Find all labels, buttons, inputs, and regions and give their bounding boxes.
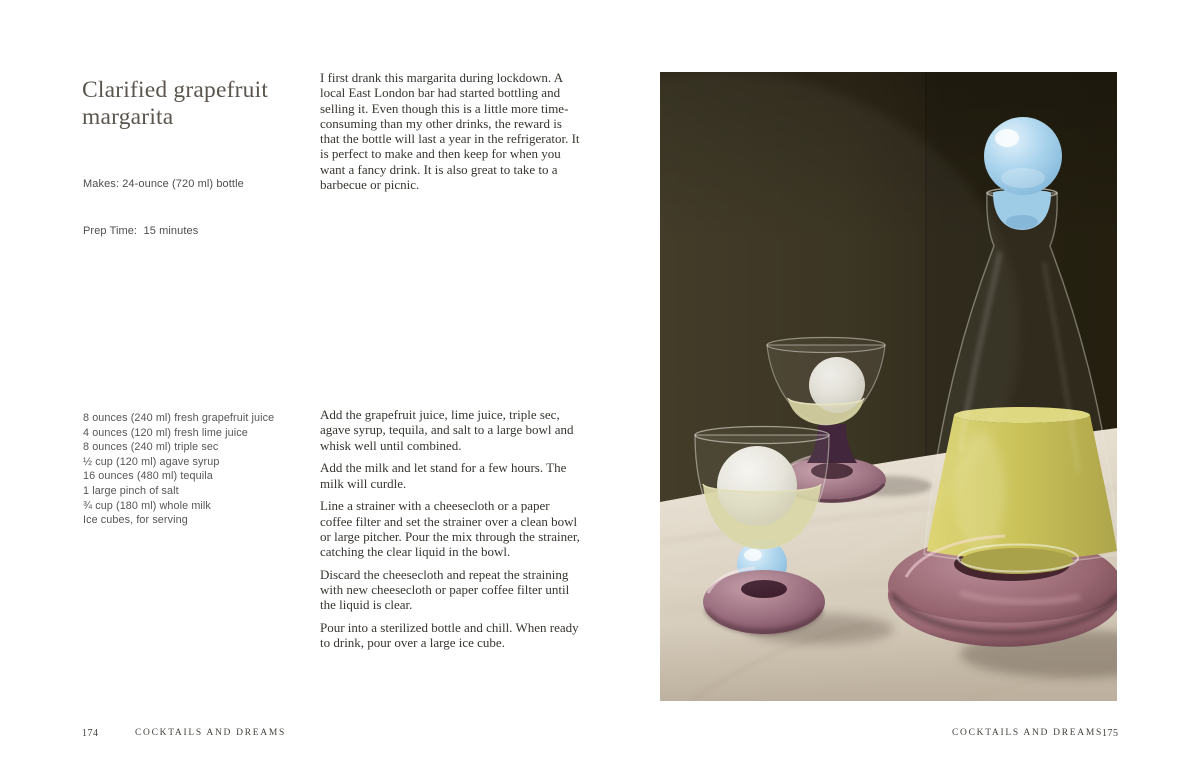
ingredient-item: 16 ounces (480 ml) tequila: [83, 470, 213, 483]
ingredient-item: 8 ounces (240 ml) fresh grapefruit juice: [83, 412, 275, 424]
recipe-title: Clarified grapefruit margarita: [82, 76, 269, 131]
makes-line: Makes: 24-ounce (720 ml) bottle: [83, 178, 244, 190]
ingredient-item: ½ cup (120 ml) agave syrup: [83, 455, 220, 468]
ingredient-item: 1 large pinch of salt: [83, 484, 179, 497]
running-title-right: COCKTAILS AND DREAMS: [952, 728, 1103, 738]
running-title-left: COCKTAILS AND DREAMS: [135, 728, 286, 738]
ingredient-item: 8 ounces (240 ml) triple sec: [83, 441, 219, 454]
method-step: Add the grapefruit juice, lime juice, triple sec, agave syrup, tequila, and salt to a large bowl and whisk well until combined.: [320, 407, 574, 453]
recipe-photo: [660, 72, 1117, 701]
method-step: Pour into a sterilized bottle and chill. When ready to drink, pour over a large ice cube.: [320, 620, 579, 651]
method-step: Discard the cheesecloth and repeat the straining with new cheesecloth or paper coffee filter until the liquid is clear.: [320, 566, 570, 613]
recipe-meta: [83, 146, 244, 270]
ingredient-item: ¾ cup (180 ml) whole milk: [83, 499, 211, 512]
ingredient-item: Ice cubes, for serving: [83, 514, 188, 527]
method-steps: [320, 407, 584, 658]
prep-time-line: Prep Time: 15 minutes: [83, 224, 199, 237]
method-step: Line a strainer with a cheesecloth or a paper coffee filter and set the strainer over a clean bowl or large pitcher. Pour the mix through the strainer, catching the clear liquid in the bowl.: [320, 498, 580, 559]
ingredient-list: [83, 411, 323, 528]
ingredient-item: 4 ounces (120 ml) fresh lime juice: [83, 426, 248, 439]
recipe-headnote: I first drank this margarita during lockdown. A local East London bar had started bottling and selling it. Even though this is a little more time-consuming than my other drinks, the reward is that the bottle will last a year in the refrigerator. It is perfect to make and then keep for when you want a fancy drink. It is also great to take to a barbecue or picnic.: [320, 70, 580, 192]
page-number-right: 175: [1102, 728, 1119, 739]
method-step: Add the milk and let stand for a few hours. The milk will curdle.: [320, 460, 567, 491]
page-number-left: 174: [82, 728, 99, 739]
